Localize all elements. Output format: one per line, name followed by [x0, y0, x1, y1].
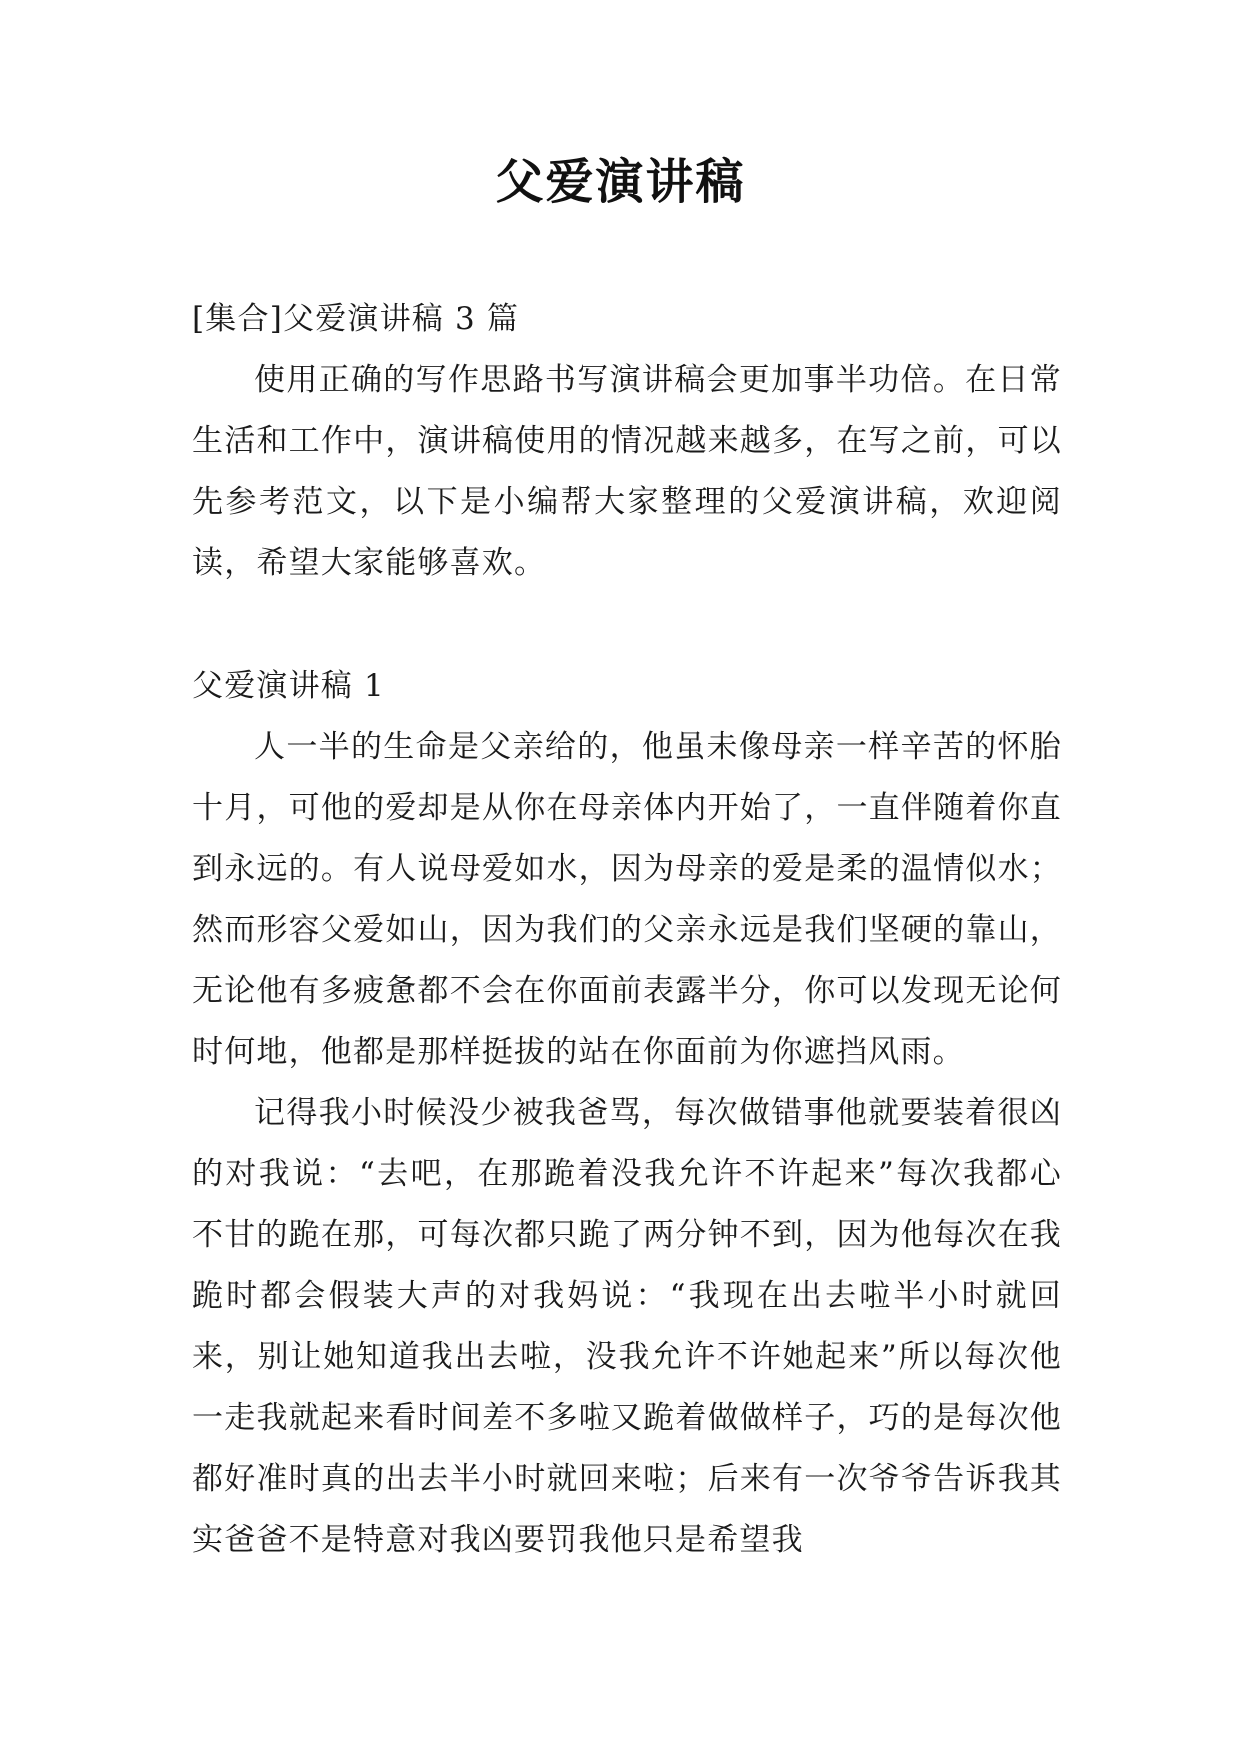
body-paragraph: 记得我小时候没少被我爸骂，每次做错事他就要装着很凶的对我说：“去吧，在那跪着没我允许不许起来”每次我都心不甘的跪在那，可每次都只跪了两分钟不到，因为他每次在我跪时都会假装大声的对我妈说：“我现在出去啦半小时就回来，别让她知道我出去啦，没我允许不许她起来”所以每次他一走我就起来看时间差不多啦又跪着做做样子，巧的是每次他都好准时真的出去半小时就回来啦；后来有一次爷爷告诉我其实爸爸不是特意对我凶要罚我他只是希望我 [192, 1095, 1062, 1558]
body-paragraph: 人一半的生命是父亲给的，他虽未像母亲一样辛苦的怀胎十月，可他的爱却是从你在母亲体内开始了，一直伴随着你直到永远的。有人说母爱如水，因为母亲的爱是柔的温情似水；然而形容父爱如山，因为我们的父亲永远是我们坚硬的靠山，无论他有多疲惫都不会在你面前表露半分，你可以发现无论何时何地，他都是那样挺拔的站在你面前为你遮挡风雨。 [192, 729, 1062, 1070]
section-heading: 父爱演讲稿 1 [192, 668, 385, 704]
document-title: 父爱演讲稿 [495, 154, 746, 210]
document-subtitle: [集合]父爱演讲稿 3 篇 [192, 301, 520, 337]
section-spacer [192, 594, 1062, 656]
intro-paragraph: 使用正确的写作思路书写演讲稿会更加事半功倍。在日常生活和工作中，演讲稿使用的情况越来越多，在写之前，可以先参考范文，以下是小编帮大家整理的父爱演讲稿，欢迎阅读，希望大家能够喜欢。 [192, 362, 1062, 581]
document-body [192, 289, 1062, 1571]
